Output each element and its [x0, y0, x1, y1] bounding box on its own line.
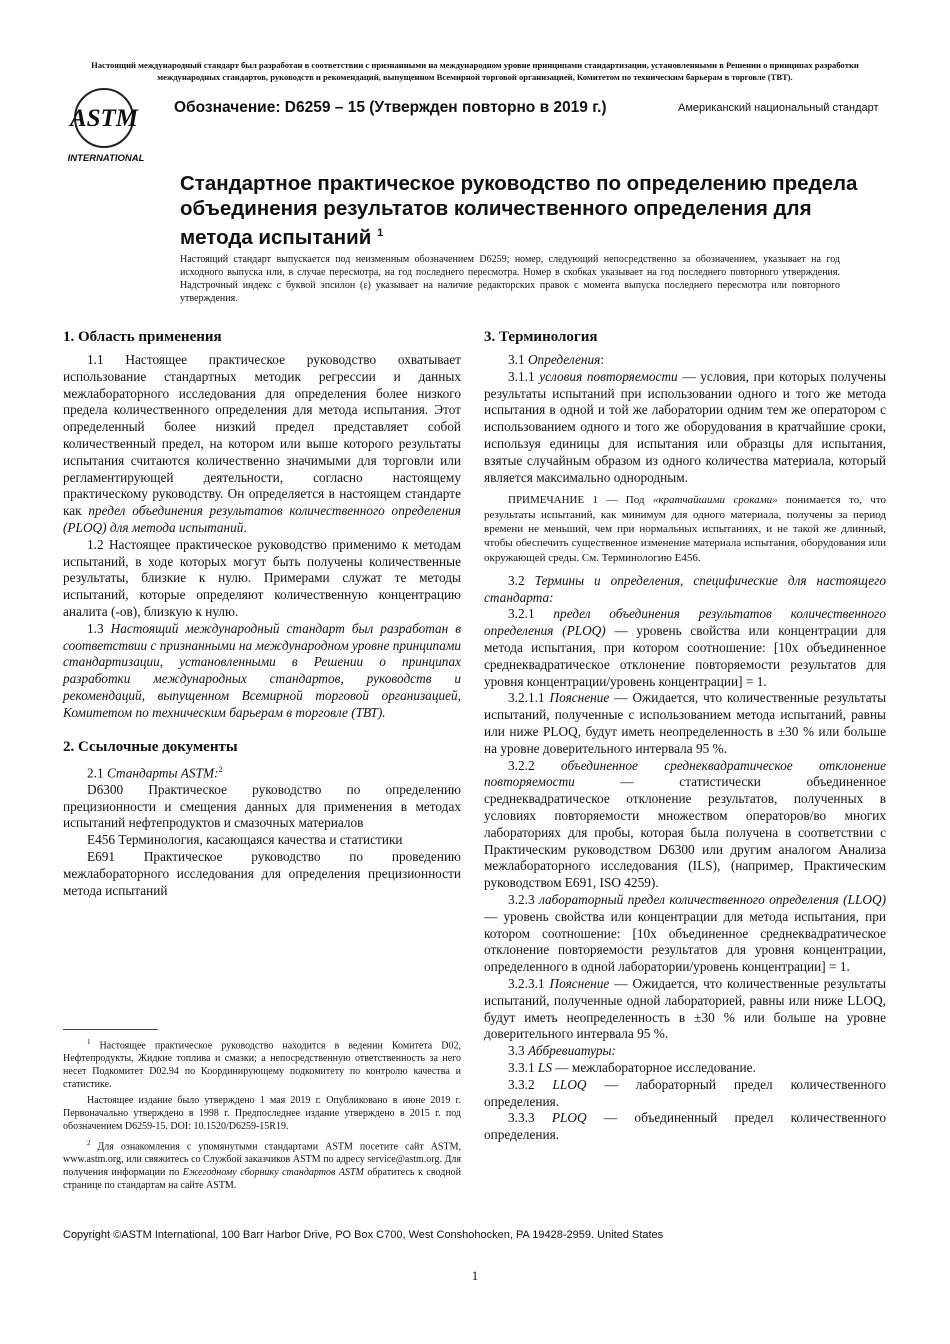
top-notice: Настоящий международный стандарт был разработан в соответствии с признанными на международном уровне принципами стандартизации, установленными в Решении о принципах разработки международных стандартов, руководств и рекомендаций, выпущенном Всемирной торговой организацией, Комитетом по техническим барьерам в торговле (ТВТ).	[91, 60, 859, 82]
title-footnote-mark: 1	[377, 227, 384, 239]
footnote-2: $^2$ Для ознакомления с упомянутыми стандартами ASTM посетите сайт ASTM, www.astm.org, или свяжитесь со Службой заказчиков ASTM по адресу service@astm.org. Для получения информации по Ежегодному сборнику стандартов ASTM обратитесь к сводной странице по стандартам на сайте ASTM.	[63, 1138, 462, 1191]
logo-subtext: INTERNATIONAL	[67, 153, 145, 164]
title-text: Стандартное практическое руководство по определению предела объединения результатов количественного определения для метода испытаний	[180, 172, 858, 249]
paragraph-3-2-1-1: 3.2.1.1 Пояснение — Ожидается, что количественные результаты испытаний, полученные с использованием метода испытаний, равны или ниже PLOQ, будут иметь неопределенность в ±30 % или больше на уровне доверительного интервала 95 %.	[484, 690, 887, 756]
paragraph-1-3: 1.3 Настоящий международный стандарт был разработан в соответствии с признанными на международном уровне принципами стандартизации, установленными в Решении о принципах разработки международных стандартов, руководств и рекомендаций, выпущенном Всемирной торговой организацией, Комитетом по техническим барьерам в торговле (ТВТ).	[63, 620, 461, 720]
paragraph-1-1: 1.1 Настоящее практическое руководство охватывает использование стандартных методик регрессии и данных межлабораторного исследования для определения более низкого предела количественного определения для метода испытания. Этот определенный более низкий предел представляет собой количественный предел, на котором или выше которого результаты испытания считаются количественно значимыми для торговли или регламентирующей деятельности, согласно настоящему практическому руководству. Он определяется в настоящем стандарте как предел объединения результатов количественного определения (PLOQ) для метода испытаний.	[63, 352, 461, 535]
logo-text: ASTM	[69, 105, 139, 132]
paragraph-3-2-3-1: 3.2.3.1 Пояснение — Ожидается, что количественные результаты испытаний, полученные одной лабораторией, равны или ниже LLOQ, будут иметь неопределенность в ±30 % или больше на уровне доверительного интервала 95 %.	[484, 975, 887, 1042]
paragraph-3-3-1: 3.3.1 LS — межлабораторное исследование.	[508, 1059, 756, 1075]
paragraph-1-2: 1.2 Настоящее практическое руководство применимо к методам испытаний, в ходе которых могут быть получены количественные результаты, близкие к нулю. Примерами служат те методы испытаний, которые определяют количественную концентрацию аналита (-ов), близкую к нулю.	[63, 536, 461, 619]
footnotes	[63, 1036, 461, 1196]
footnote-1-edition: Настоящее издание было утверждено 1 мая 2019 г. Опубликовано в июне 2019 г. Первоначально утверждено в 1998 г. Предпоследнее издание утверждено в 2015 г. под обозначением D6259-15. DOI: 10.1520/D6259-15R19.	[63, 1094, 461, 1132]
paragraph-3-1: 3.1 Определения:	[508, 352, 605, 367]
document-title	[180, 172, 880, 250]
footnote-rule	[63, 1029, 158, 1030]
copyright: Copyright ©ASTM International, 100 Barr Harbor Drive, PO Box C700, West Conshohocken, PA 19428-2959. United States	[63, 1229, 664, 1241]
section-1-heading: 1. Область применения	[63, 329, 222, 345]
page-number: 1	[471, 1268, 479, 1283]
left-column	[63, 328, 461, 899]
issue-note: Настоящий стандарт выпускается под неизменным обозначением D6259; номер, следующий непосредственно за обозначением, указывает на год исходного выпуска или, в случае пересмотра, на год последнего пересмотра. Номер в скобках указывает на год последнего повторного утверждения. Надстрочный индекс с буквой эпсилон (ε) указывает на наличие редакторских правок с момента выпуска последнего пересмотра или повторного утверждения.	[180, 254, 840, 304]
footnote-1: $^1$ Настоящее практическое руководство находится в ведении Комитета D02, Нефтепродукты, Жидкие топлива и смазки; а непосредственную ответственность за него несет Подкомитет D02.94 по Координирующему подкомитету по контролю качества и статистике.	[63, 1038, 461, 1091]
reference-d6300: D6300 Практическое руководство по определению прецизионности и смещения данных для применения в методах испытаний нефтепродуктов и смазочных материалов	[63, 781, 461, 831]
section-2-heading: 2. Ссылочные документы	[63, 738, 238, 755]
reference-e456: E456 Терминология, касающаяся качества и статистики	[87, 832, 403, 848]
paragraph-3-3-2: 3.3.2 LLOQ — лабораторный предел количественного определения.	[484, 1076, 886, 1109]
national-standard-label: Американский национальный стандарт	[678, 102, 879, 114]
paragraph-3-1-1: 3.1.1 условия повторяемости — условия, при которых получены результаты испытаний при использовании одного и того же метода испытания в одной и той же лаборатории одним тем же оператором с использованием одного и того же оборудования в кратчайшие сроки, используя единицы для испытания или образцы для испытания, взятые случайным образом из одного количества материала, который является максимально однородным.	[484, 368, 886, 485]
paragraph-3-2: 3.2 Термины и определения, специфические для настоящего стандарта:	[484, 572, 886, 605]
designation: Обозначение: D6259 – 15 (Утвержден повторно в 2019 г.)	[174, 99, 607, 116]
astm-logo	[64, 86, 150, 164]
section-3-heading: 3. Терминология	[484, 329, 598, 345]
paragraph-3-3: 3.3 Аббревиатуры:	[508, 1043, 616, 1059]
note-1: ПРИМЕЧАНИЕ 1 — Под «кратчайшими сроками» понимается то, что результаты испытаний, как минимум для одного материала, получены за период времени не меньший, чем при нормальных испытаниях, и не такой же длинный, чтобы обеспечить существенное изменение материала испытания, оборудования или окружающей среды. См. Терминологию E456.	[484, 494, 886, 564]
right-column	[484, 328, 886, 1144]
paragraph-3-2-3: 3.2.3 лабораторный предел количественного определения (LLOQ) — уровень свойства или концентрации для метода испытания, при котором соотношение: [10x объединенное среднеквадратическое отклонение повторяемости результатов для уровня концентрации, определенного в одной лаборатории/уровень концентрации] = 1.	[484, 892, 887, 975]
paragraph-3-3-3: 3.3.3 PLOQ — объединенный предел количественного определения.	[484, 1110, 886, 1143]
paragraph-3-2-2: 3.2.2 объединенное среднеквадратическое отклонение повторяемости — статистически объединенное среднеквадратическое отклонение результатов, полученных в условиях повторяемости множеством операторов/во многих лабораториях для пробы, которая была получена в соответствии с Практическим руководством D6300 или другим аналогом Анализа межлабораторного исследования (ILS), (например, Практическим руководством E691, ISO 4259).	[484, 757, 887, 891]
paragraph-2-1: 2.1 Стандарты ASTM:$^2$	[87, 764, 223, 780]
paragraph-3-2-1: 3.2.1 предел объединения результатов количественного определения (PLOQ) — уровень свойства или концентрации для метода испытания, при котором соотношение: [10x объединенное среднеквадратическое отклонение повторяемости результатов для уровня концентрации/уровень концентрации] = 1.	[484, 606, 886, 689]
reference-e691: E691 Практическое руководство по проведению межлабораторного исследования для определения прецизионности метода испытаний	[63, 848, 461, 898]
